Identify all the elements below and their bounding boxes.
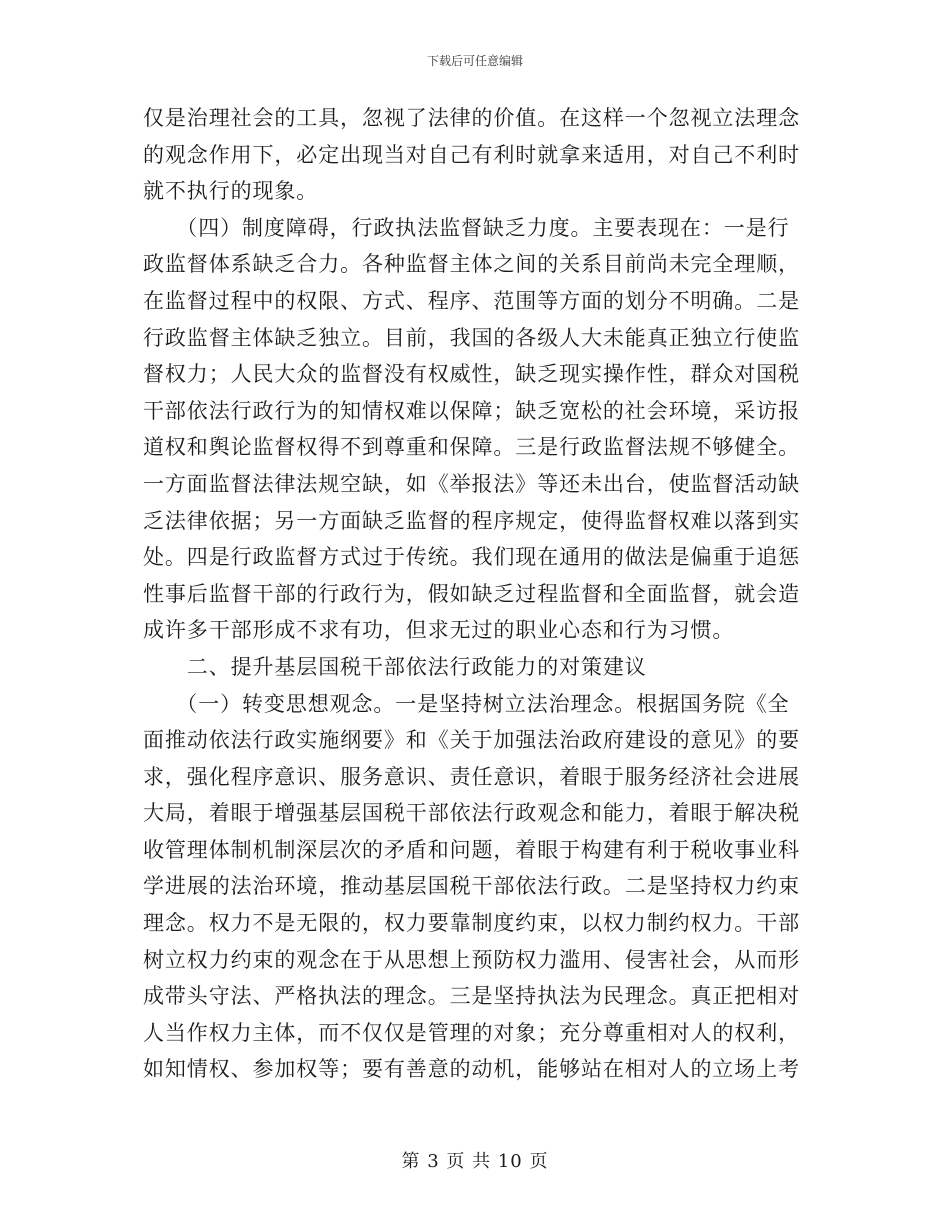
document-body xyxy=(143,100,800,1088)
text-line: 面推动依法行政实施纲要》和《关于加强法治政府建设的意见》的要 xyxy=(143,728,800,753)
section-heading: 二、提升基层国税干部依法行政能力的对策建议 xyxy=(143,654,647,679)
text-line: 督权力；人民大众的监督没有权威性，缺乏现实操作性，群众对国税 xyxy=(143,362,800,387)
text-line: 乏法律依据；另一方面缺乏监督的程序规定，使得监督权难以落到实 xyxy=(143,508,800,533)
text-line: 成许多干部形成不求有功，但求无过的职业心态和行为习惯。 xyxy=(143,618,735,643)
text-line: 性事后监督干部的行政行为，假如缺乏过程监督和全面监督，就会造 xyxy=(143,581,800,606)
text-line: 如知情权、参加权等；要有善意的动机，能够站在相对人的立场上考 xyxy=(143,1057,800,1082)
text-line: 求，强化程序意识、服务意识、责任意识，着眼于服务经济社会进展 xyxy=(143,764,800,789)
text-line: 一方面监督法律法规空缺，如《举报法》等还未出台，使监督活动缺 xyxy=(143,471,800,496)
text-line: 就不执行的现象。 xyxy=(143,179,319,204)
text-line: 处。四是行政监督方式过于传统。我们现在通用的做法是偏重于追惩 xyxy=(143,545,800,570)
text-line: 仅是治理社会的工具，忽视了法律的价值。在这样一个忽视立法理念 xyxy=(143,106,800,130)
text-line: 树立权力约束的观念在于从思想上预防权力滥用、侵害社会，从而形 xyxy=(143,947,800,972)
text-line: 道权和舆论监督权得不到尊重和保障。三是行政监督法规不够健全。 xyxy=(143,435,800,460)
text-line: 在监督过程中的权限、方式、程序、范围等方面的划分不明确。二是 xyxy=(143,288,800,313)
page-number-footer: 第 3 页 共 10 页 xyxy=(401,1151,549,1172)
text-line: 大局，着眼于增强基层国税干部依法行政观念和能力，着眼于解决税 xyxy=(143,801,800,826)
text-line: 的观念作用下，必定出现当对自己有利时就拿来适用，对自己不利时 xyxy=(143,142,800,167)
text-line: （四）制度障碍，行政执法监督缺乏力度。主要表现在：一是行 xyxy=(143,215,790,240)
page-header: 下载后可任意编辑 xyxy=(426,54,523,68)
text-line: 成带头守法、严格执法的理念。三是坚持执法为民理念。真正把相对 xyxy=(143,984,800,1009)
text-line: 理念。权力不是无限的，权力要靠制度约束，以权力制约权力。干部 xyxy=(143,911,800,936)
text-line: 政监督体系缺乏合力。各种监督主体之间的关系目前尚未完全理顺， xyxy=(143,252,800,277)
text-line: 收管理体制机制深层次的矛盾和问题，着眼于构建有利于税收事业科 xyxy=(143,837,800,862)
text-line: 人当作权力主体，而不仅仅是管理的对象；充分尊重相对人的权利， xyxy=(143,1020,800,1045)
text-line: 干部依法行政行为的知情权难以保障；缺乏宽松的社会环境，采访报 xyxy=(143,398,800,423)
text-line: 行政监督主体缺乏独立。目前，我国的各级人大未能真正独立行使监 xyxy=(143,325,800,350)
text-line: （一）转变思想观念。一是坚持树立法治理念。根据国务院《全 xyxy=(143,691,790,716)
text-line: 学进展的法治环境，推动基层国税干部依法行政。二是坚持权力约束 xyxy=(143,874,800,899)
